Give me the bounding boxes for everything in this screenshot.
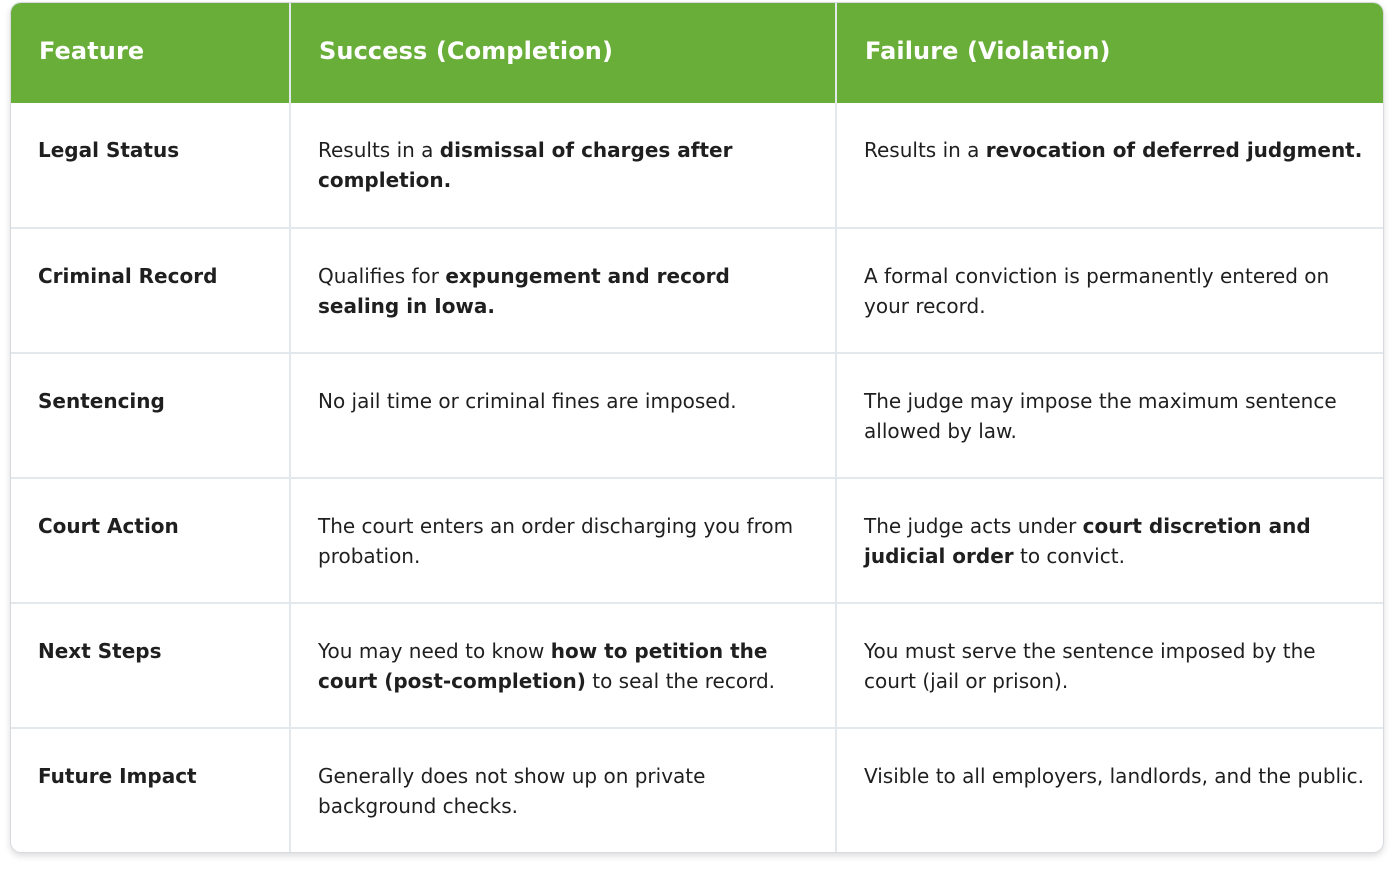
failure-cell: The judge may impose the maximum sentence allowed by law.	[836, 353, 1383, 478]
success-cell: No jail time or criminal fines are imposed.	[290, 353, 836, 478]
success-cell: Results in a dismissal of charges after completion.	[290, 103, 836, 228]
failure-cell: Results in a revocation of deferred judgment.	[864, 138, 1363, 162]
failure-cell: Visible to all employers, landlords, and the public.	[836, 728, 1383, 852]
success-cell: You may need to know how to petition the court (post-completion) to seal the record.	[290, 603, 836, 728]
success-cell: The court enters an order discharging you from probation.	[290, 478, 836, 603]
feature-cell: Future Impact	[11, 728, 290, 852]
feature-cell: Criminal Record	[11, 228, 290, 353]
header-feature: Feature	[11, 3, 290, 103]
failure-cell: The judge acts under court discretion and judicial order to convict.	[836, 478, 1383, 603]
success-cell: Qualifies for expungement and record sealing in Iowa.	[290, 228, 836, 353]
header-row	[11, 3, 1383, 103]
comparison-table	[11, 3, 1383, 852]
feature-cell: Next Steps	[11, 603, 290, 728]
feature-cell: Court Action	[11, 478, 290, 603]
header-success: Success (Completion)	[290, 3, 836, 103]
table-row	[11, 603, 1383, 728]
feature-cell: Legal Status	[11, 103, 290, 228]
table-row	[11, 728, 1383, 852]
failure-cell: You must serve the sentence imposed by the court (jail or prison).	[836, 603, 1383, 728]
table-row	[11, 103, 1383, 228]
comparison-table-card	[10, 2, 1384, 853]
feature-cell: Sentencing	[11, 353, 290, 478]
table-body	[11, 103, 1383, 852]
table-header	[11, 3, 1383, 103]
header-failure: Failure (Violation)	[836, 3, 1383, 103]
failure-cell: A formal conviction is permanently entered on your record.	[836, 228, 1383, 353]
table-row	[11, 228, 1383, 353]
table-row	[11, 478, 1383, 603]
success-cell: Generally does not show up on private background checks.	[290, 728, 836, 852]
table-row	[11, 353, 1383, 478]
